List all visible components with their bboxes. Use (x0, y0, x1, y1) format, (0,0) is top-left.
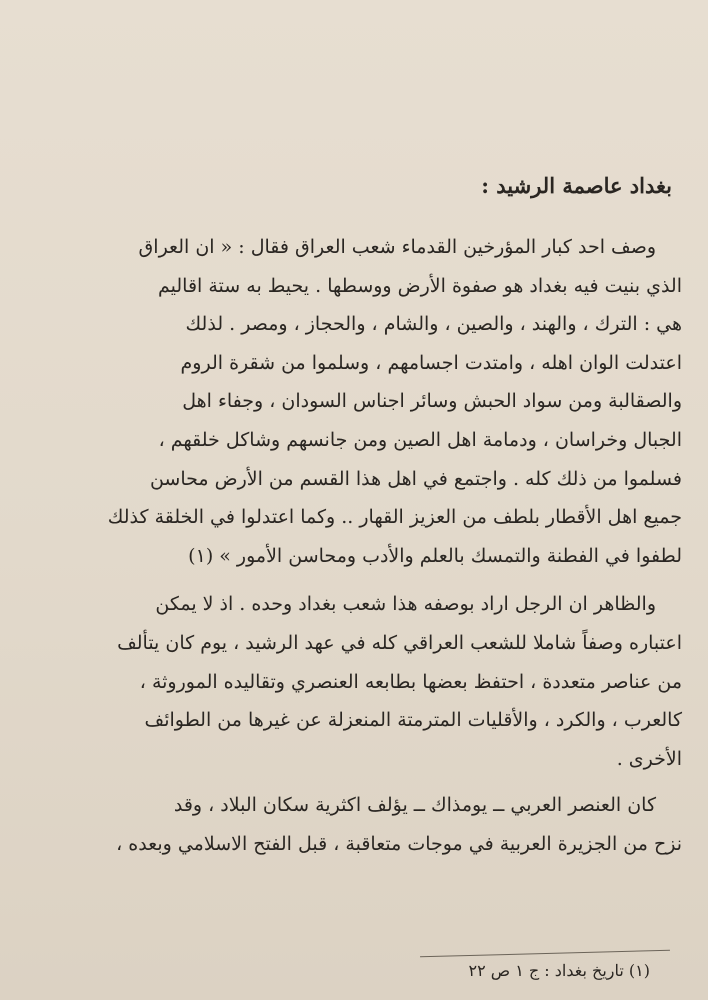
text-line: اعتدلت الوان اهله ، وامتدت اجسامهم ، وسلموا من شقرة الروم (180, 351, 682, 374)
text-line: لطفوا في الفطنة والتمسك بالعلم والأدب ومحاسن الأمور » (١) (188, 544, 682, 567)
text-line: والصقالبة ومن سواد الحبش وسائر اجناس السودان ، وجفاء اهل (182, 390, 682, 413)
text-line: الذي بنيت فيه بغداد هو صفوة الأرض ووسطها . يحيط به ستة اقاليم (158, 274, 682, 297)
footnote: (١) تاريخ بغداد : ج ١ ص ٢٢ (468, 961, 650, 980)
text-line: فسلموا من ذلك كله . واجتمع في اهل هذا القسم من الأرض محاسن (149, 467, 682, 490)
text-line: اعتباره وصفاً شاملا للشعب العراقي كله في عهد الرشيد ، يوم كان يتألف (117, 631, 682, 654)
text-line: والظاهر ان الرجل اراد بوصفه هذا شعب بغداد وحده . اذ لا يمكن (155, 593, 656, 616)
page-content (58, 170, 682, 864)
text-line: الجبال وخراسان ، ودمامة اهل الصين ومن جانسهم وشاكل خلقهم ، (158, 428, 682, 451)
paragraph-1 (58, 228, 682, 575)
text-line: جميع اهل الأقطار بلطف من العزيز القهار .. وكما اعتدلوا في الخلقة كذلك (107, 506, 682, 529)
text-line: كالعرب ، والكرد ، والأقليات المترمتة المنعزلة عن غيرها من الطوائف (144, 709, 682, 732)
text-line: هي : الترك ، والهند ، والصين ، والشام ، والحجاز ، ومصر . لذلك (185, 313, 682, 336)
paragraph-3 (58, 786, 682, 863)
text-line: كان العنصر العربي ــ يومذاك ــ يؤلف اكثرية سكان البلاد ، وقد (173, 794, 656, 817)
footnote-divider (420, 950, 670, 958)
text-line: نزح من الجزيرة العربية في موجات متعاقبة ، قبل الفتح الاسلامي وبعده ، (116, 832, 682, 855)
paragraph-2 (58, 585, 682, 778)
section-heading: بغداد عاصمة الرشيد : (481, 173, 672, 198)
text-line: الأخرى . (616, 747, 682, 770)
text-line: وصف احد كبار المؤرخين القدماء شعب العراق فقال : « ان العراق (138, 236, 656, 258)
text-line: من عناصر متعددة ، احتفظ بعضها بطابعه العنصري وتقاليده الموروثة ، (139, 670, 682, 693)
